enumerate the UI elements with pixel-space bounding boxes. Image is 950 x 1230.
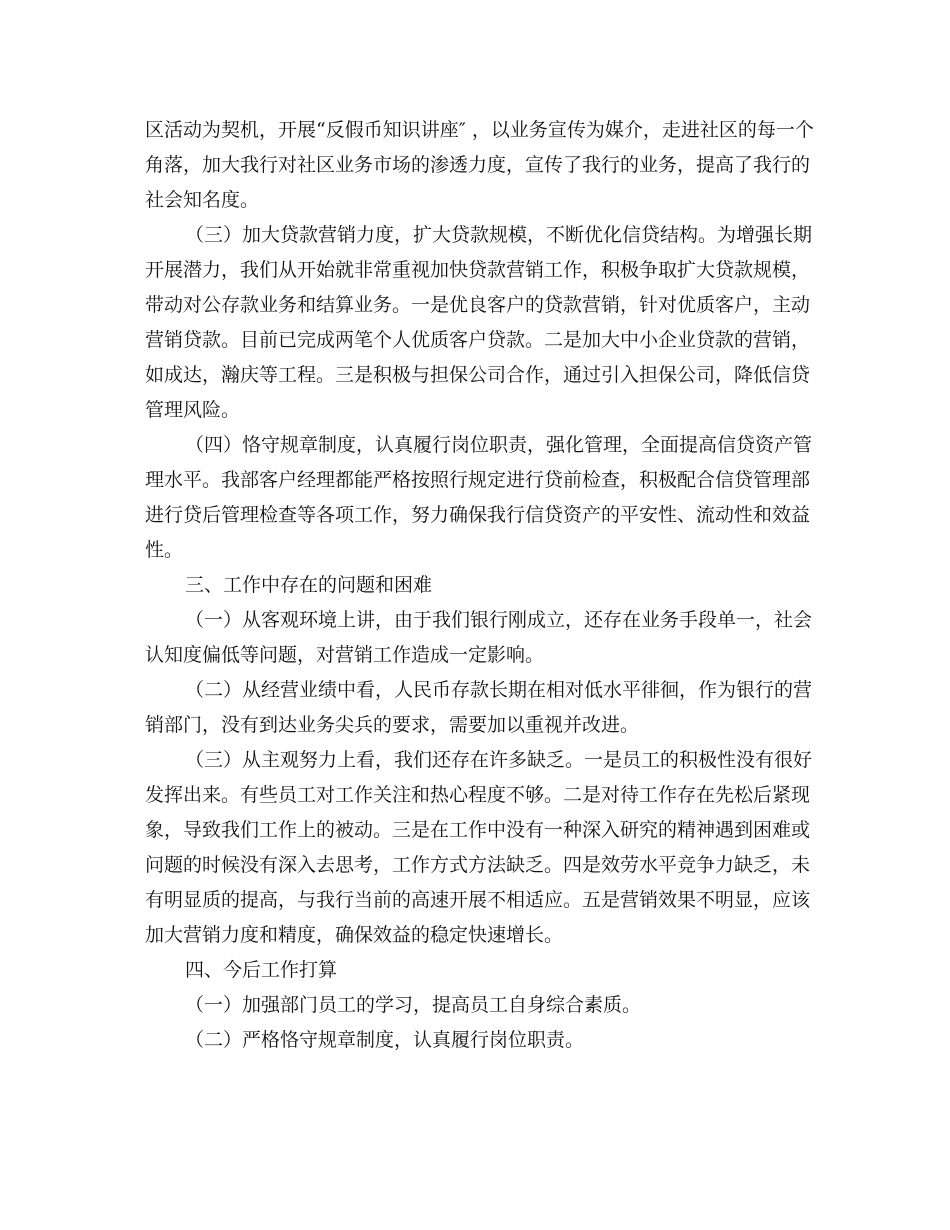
text-line: 问题的时候没有深入去思考，工作方式方法缺乏。四是效劳水平竞争力缺乏，未 — [145, 854, 811, 876]
text-line: 认知度偏低等问题，对营销工作造成一定影响。 — [145, 644, 545, 666]
text-line: 发挥出来。有些员工对工作关注和热心程度不够。二是对待工作存在先松后紧现 — [145, 784, 811, 806]
text-line: 带动对公存款业务和结算业务。一是优良客户的贷款营销，针对优质客户，主动 — [145, 294, 811, 316]
text-line: 营销贷款。目前已完成两笔个人优质客户贷款。二是加大中小企业贷款的营销， — [145, 329, 811, 351]
document-body — [145, 113, 814, 1058]
text-line: （二）从经营业绩中看，人民币存款长期在相对低水平徘徊，作为银行的营 — [185, 679, 813, 701]
text-line: 开展潜力，我们从开始就非常重视加快贷款营销工作，积极争取扩大贷款规模， — [145, 259, 811, 281]
text-line: 管理风险。 — [145, 399, 241, 421]
text-line: 销部门，没有到达业务尖兵的要求，需要加以重视并改进。 — [145, 714, 640, 736]
text-line: （三）加大贷款营销力度，扩大贷款规模，不断优化信贷结构。为增强长期 — [185, 224, 813, 246]
text-line: 区活动为契机，开展“反假币知识讲座″ ，以业务宣传为媒介，走进社区的每一个 — [145, 119, 814, 141]
text-line: 三、工作中存在的问题和困难 — [185, 574, 433, 596]
text-line: 进行贷后管理检查等各项工作，努力确保我行信贷资产的平安性、流动性和效益 — [145, 504, 811, 526]
text-line: 性。 — [145, 539, 184, 561]
text-line: 如成达，瀚庆等工程。三是积极与担保公司合作，通过引入担保公司，降低信贷 — [145, 364, 811, 386]
text-line: （四）恪守规章制度，认真履行岗位职责，强化管理，全面提高信贷资产管 — [185, 434, 813, 456]
text-line: 象，导致我们工作上的被动。三是在工作中没有一种深入研究的精神遇到困难或 — [145, 819, 811, 841]
text-line: （一）从客观环境上讲，由于我们银行刚成立，还存在业务手段单一，社会 — [185, 609, 813, 631]
text-line: 有明显质的提高，与我行当前的高速开展不相适应。五是营销效果不明显，应该 — [145, 889, 811, 911]
text-line: 四、今后工作打算 — [185, 959, 338, 981]
text-line: （二）严格恪守规章制度，认真履行岗位职责。 — [185, 1029, 585, 1051]
text-line: （三）从主观努力上看，我们还存在许多缺乏。一是员工的积极性没有很好 — [185, 749, 813, 771]
text-line: 社会知名度。 — [145, 189, 260, 211]
text-line: 加大营销力度和精度，确保效益的稳定快速增长。 — [145, 924, 564, 946]
text-line: 理水平。我部客户经理都能严格按照行规定进行贷前检查，积极配合信贷管理部 — [145, 469, 811, 491]
text-line: （一）加强部门员工的学习，提高员工自身综合素质。 — [185, 994, 642, 1016]
text-line: 角落，加大我行对社区业务市场的渗透力度，宣传了我行的业务，提高了我行的 — [145, 154, 811, 176]
